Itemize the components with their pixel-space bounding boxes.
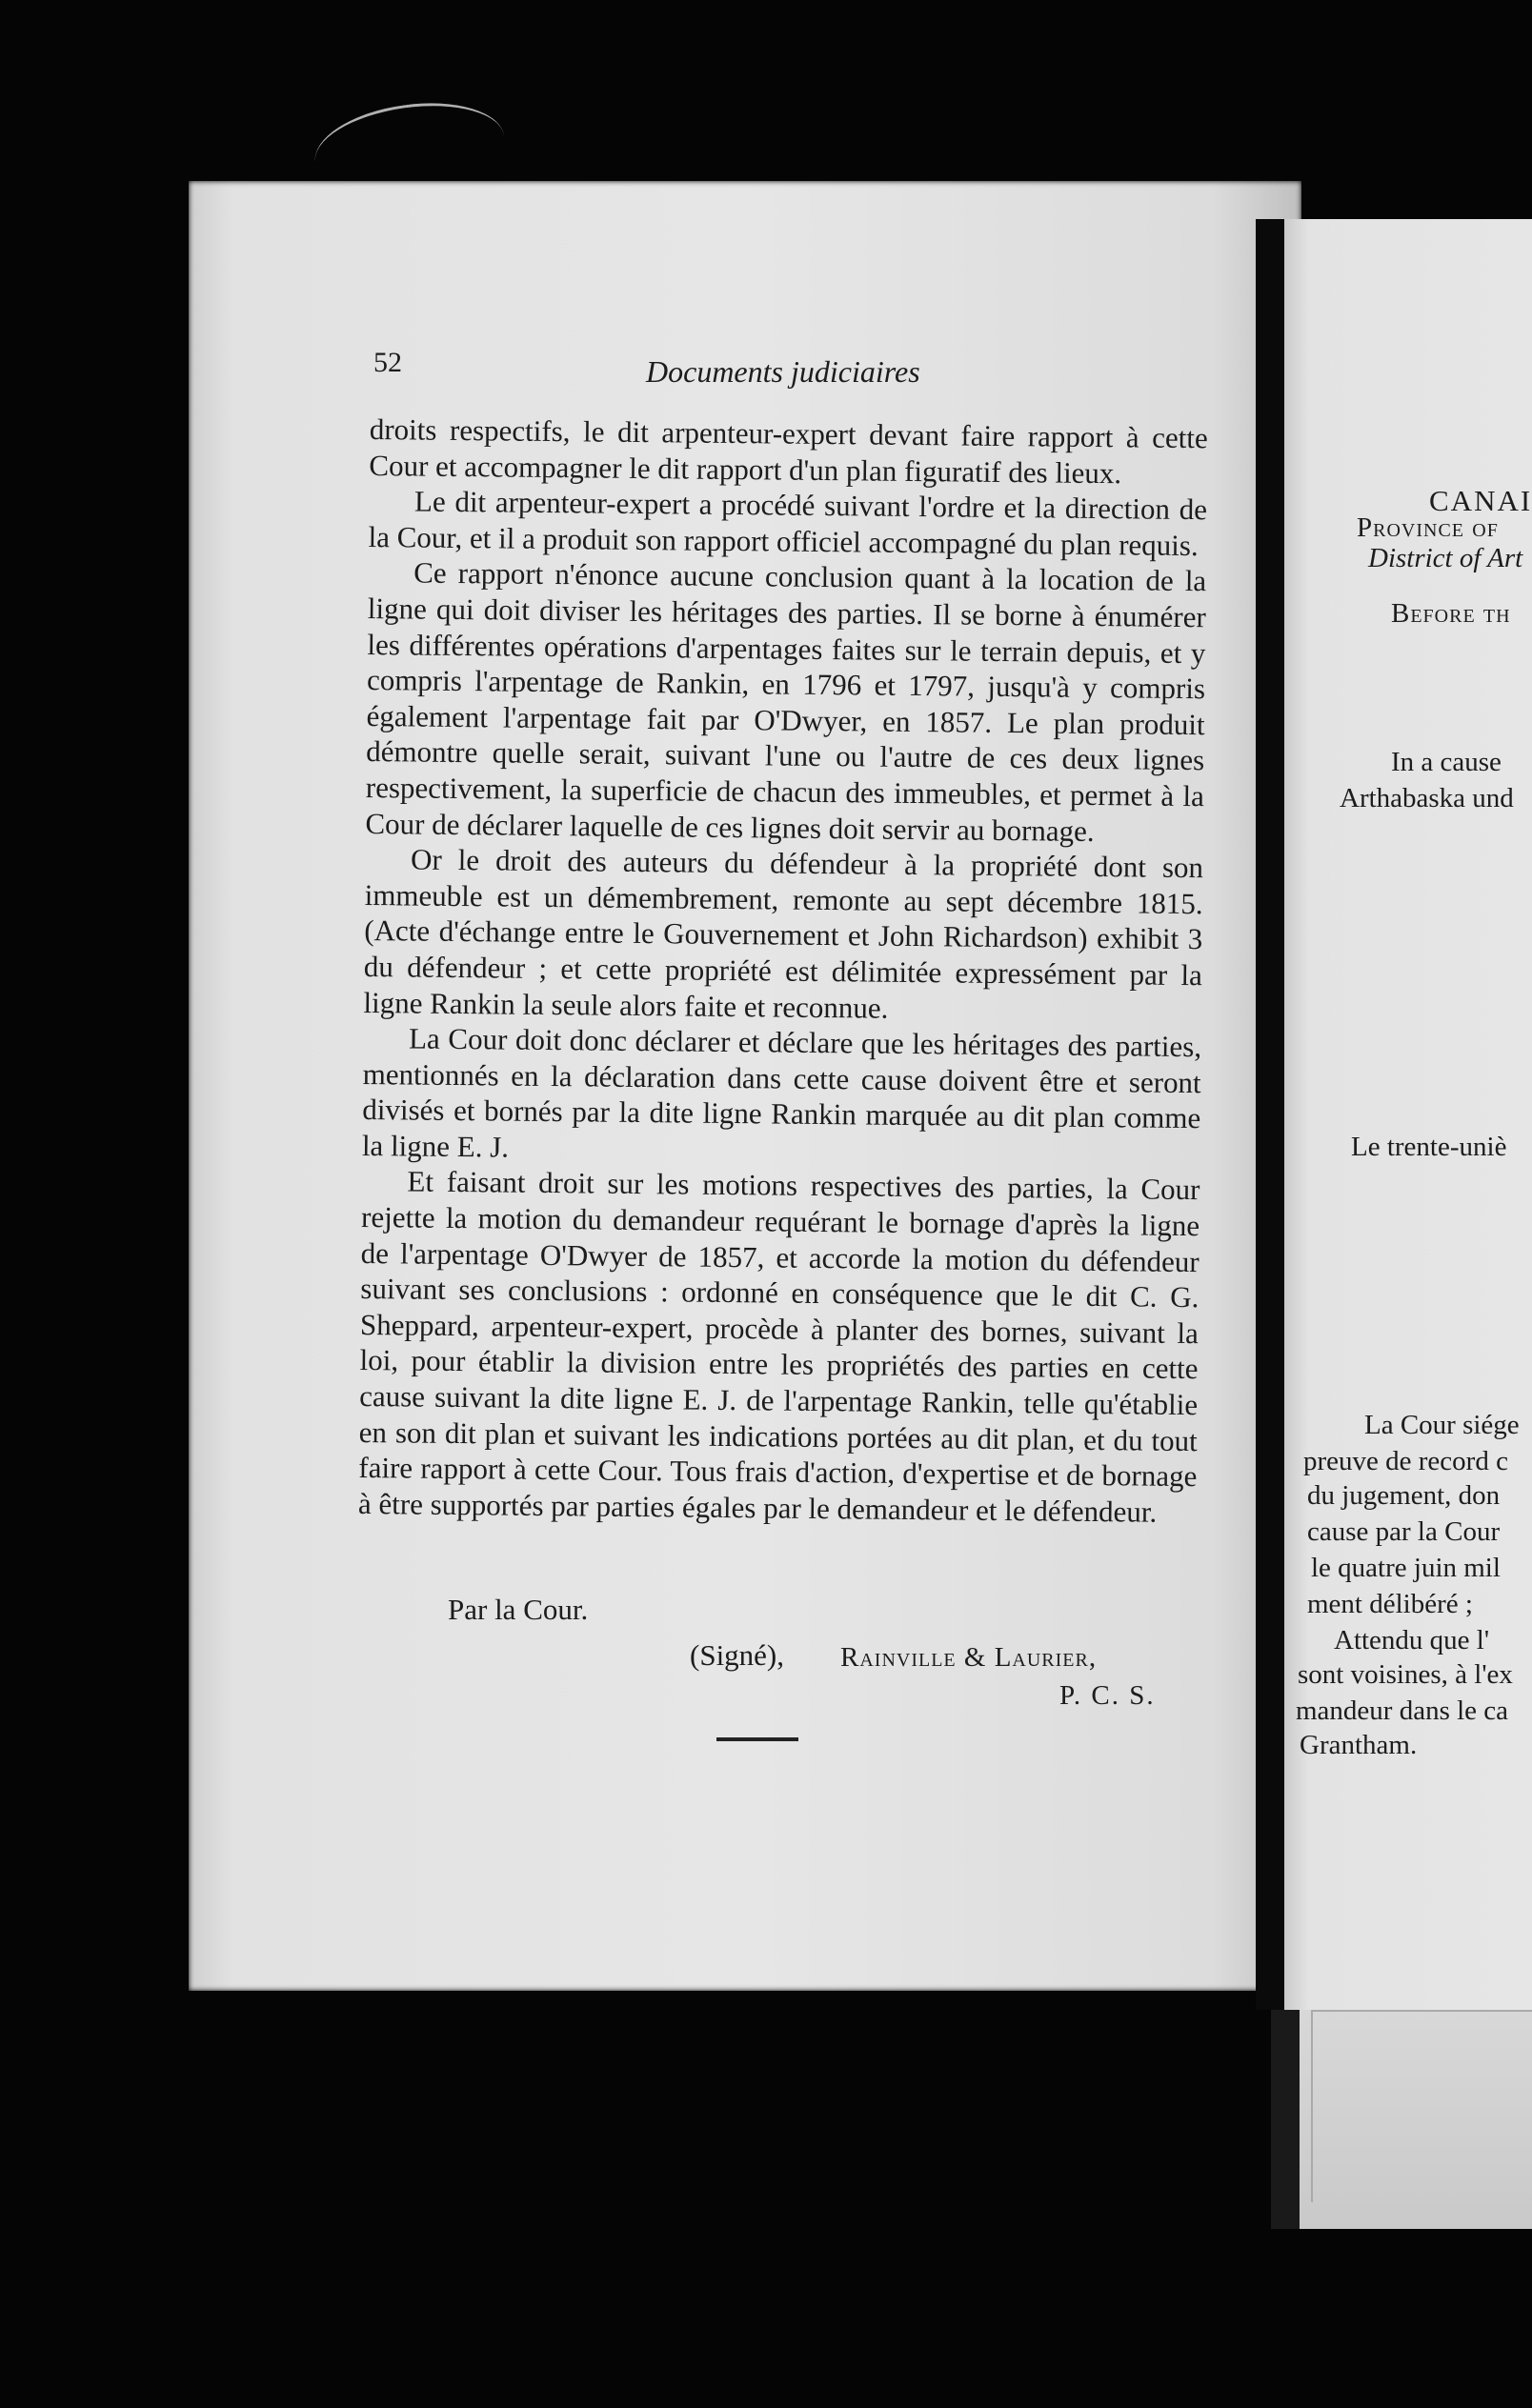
right-heading-province: Province of — [1357, 512, 1499, 543]
paragraph: Ce rapport n'énonce aucune conclusion quant à la location de la ligne qui doit diviser les héritages des parties. Il se borne à énumérer les différentes opérations d'arpentages faites sur le terrain depuis, et y compris l'arpentage de Rankin, en 1796 et 1797, jusqu'à y compris également l'arpentage fait par O'Dwyer, en 1857. Le plan produit démontre quelle serait, suivant l'une ou l'autre de ces deux lignes respectivement, la superficie de chacun des immeubles, et permet à la Cour de déclarer laquelle de ces lignes doit servir au bornage. — [365, 555, 1207, 848]
right-line: Attendu que l' — [1334, 1625, 1490, 1656]
right-line: In a cause — [1391, 747, 1502, 777]
page-number: 52 — [373, 347, 402, 378]
right-heading-district: District of Art — [1368, 543, 1523, 573]
paragraph: La Cour doit donc déclarer et déclare que les héritages des parties, mentionnés en la déclaration dans cette cause doivent être et seront divisés et bornés par la dite ligne Rankin marquée au dit plan comme la ligne E. J. — [361, 1021, 1202, 1164]
running-head: Documents judiciaires — [646, 354, 920, 389]
right-line: ment délibéré ; — [1307, 1589, 1473, 1619]
right-line: du jugement, don — [1307, 1480, 1501, 1511]
right-line: preuve de record c — [1303, 1446, 1508, 1476]
right-line: Arthabaska und — [1340, 783, 1514, 813]
right-heading-country: CANAI — [1429, 484, 1532, 517]
signer-names: Rainville & Laurier, — [840, 1642, 1098, 1673]
right-line: cause par la Cour — [1307, 1516, 1501, 1547]
signer-title: P. C. S. — [1059, 1680, 1156, 1711]
paragraph: Et faisant droit sur les motions respectives des parties, la Cour rejette la motion du demandeur requérant le bornage d'après la ligne de l'arpentage O'Dwyer de 1857, et accorde la motion du défendeur suivant ses conclusions : ordonné en conséquence que le dit C. G. Sheppard, arpenteur-expert, procède à planter des bornes, suivant la loi, pour établir la division entre les propriétés des parties en cette cause suivant la dite ligne E. J. de l'arpentage Rankin, telle qu'établie en son dit plan et suivant les indications portées au dit plan, et du tout faire rapport à cette Cour. Tous frais d'action, d'expertise et de bornage à être supportés par parties égales par le demandeur et le défendeur. — [357, 1164, 1200, 1529]
right-line: mandeur dans le ca — [1296, 1696, 1509, 1726]
book-gutter — [1256, 219, 1284, 2010]
body-text — [358, 411, 1208, 1531]
right-heading-before: Before th — [1391, 598, 1511, 629]
right-page-lower-edge — [1271, 2010, 1532, 2229]
right-line: La Cour siége — [1364, 1410, 1520, 1440]
par-la-cour: Par la Cour. — [448, 1593, 589, 1626]
right-line: Grantham. — [1300, 1730, 1418, 1760]
right-line: Le trente-uniè — [1351, 1132, 1507, 1162]
right-line: sont voisines, à l'ex — [1298, 1659, 1513, 1690]
signature-mark: (Signé), — [690, 1638, 785, 1672]
right-line: le quatre juin mil — [1311, 1553, 1501, 1583]
paragraph: Le dit arpenteur-expert a procédé suivant l'ordre et la direction de la Cour, et il a produit son rapport officiel accompagné du plan requis. — [368, 484, 1208, 562]
paragraph: Or le droit des auteurs du défendeur à la propriété dont son immeuble est un démembrement, remonte au sept décembre 1815. (Acte d'échange entre le Gouvernement et John Richardson) exhibit 3 du défendeur ; et cette propriété est délimitée expressément par la ligne Rankin la seule alors faite et reconnue. — [363, 842, 1204, 1025]
end-rule — [716, 1737, 798, 1741]
paragraph: droits respectifs, le dit arpenteur-expert devant faire rapport à cette Cour et accompagner le dit rapport d'un plan figuratif des lieux. — [369, 411, 1208, 490]
